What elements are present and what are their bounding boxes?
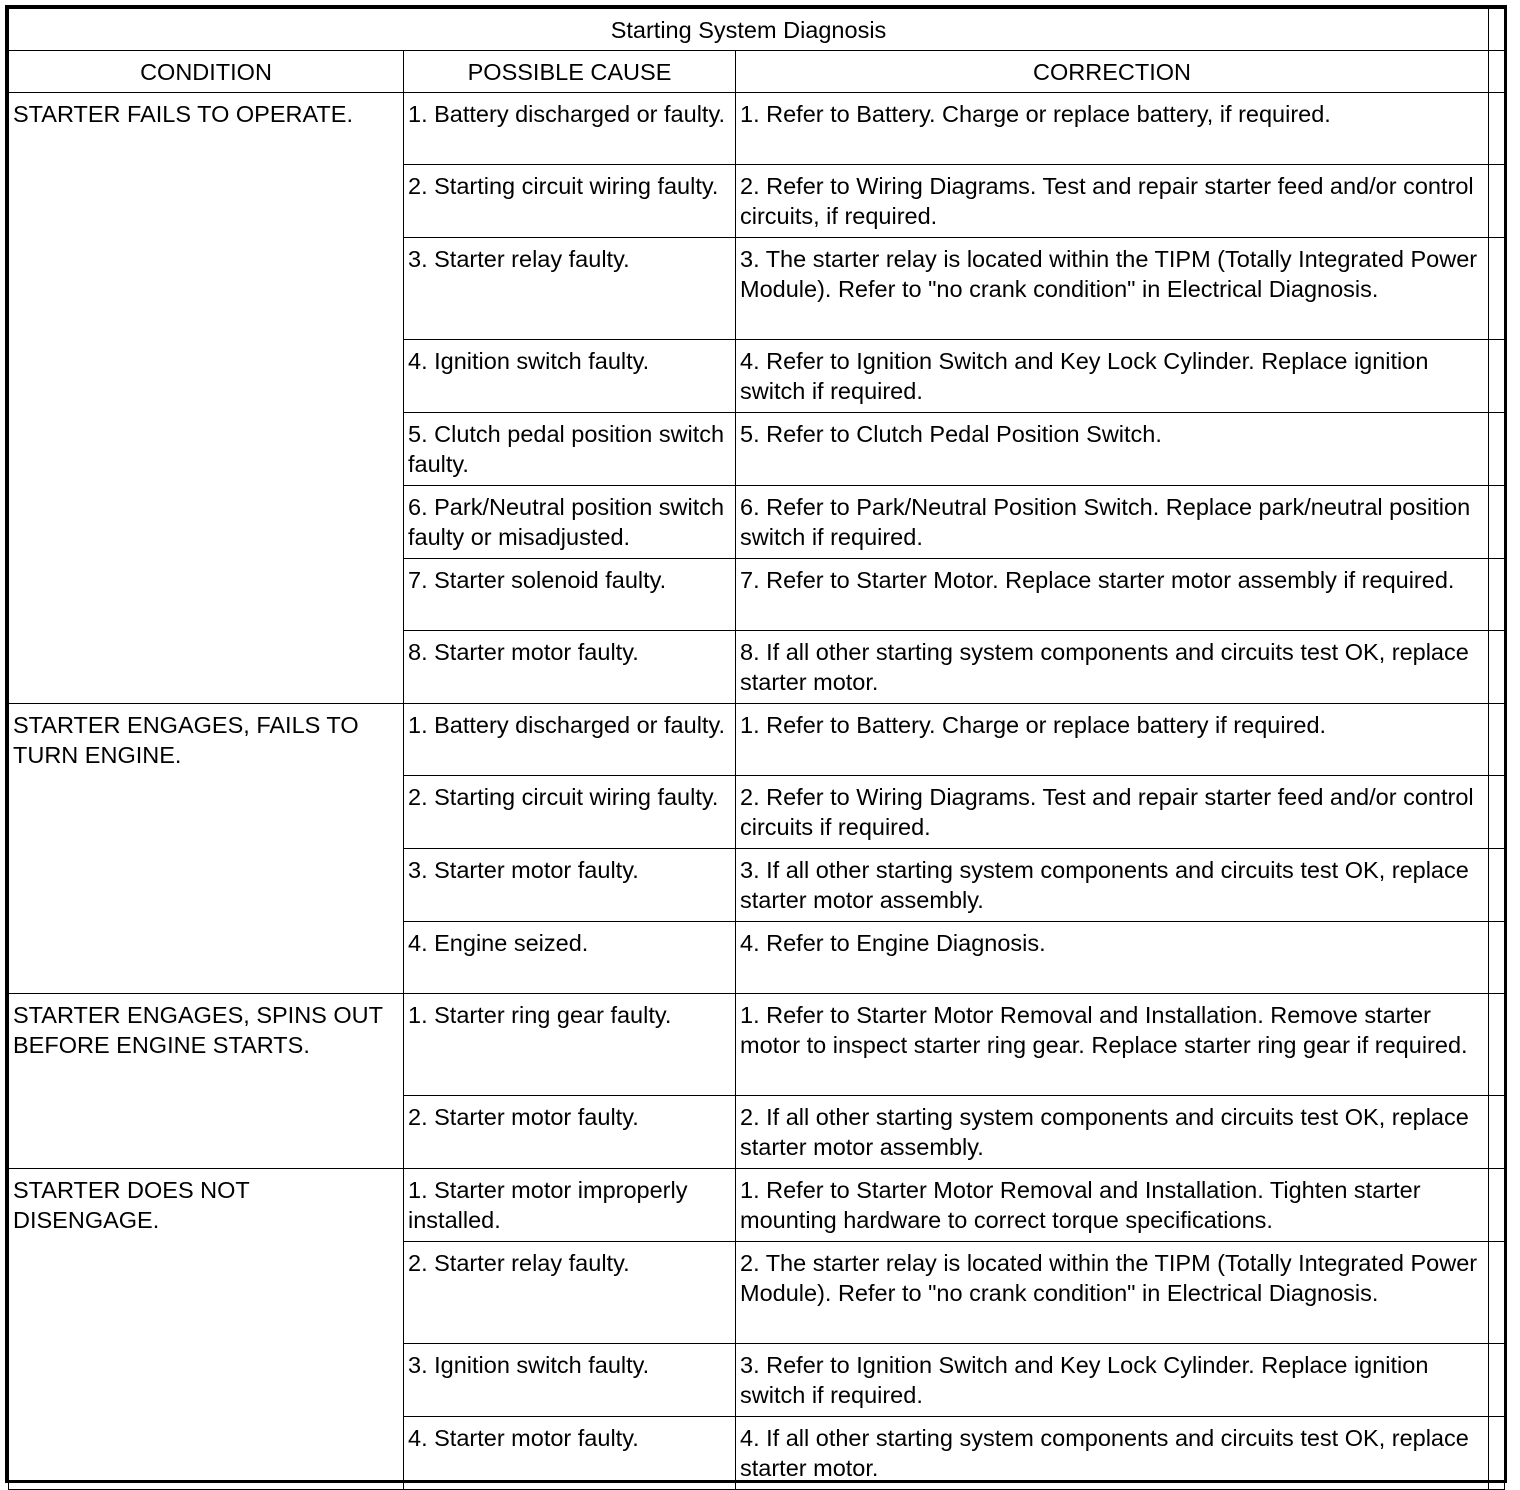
right-strip-cell — [1489, 93, 1505, 165]
correction-cell: 1. Refer to Starter Motor Removal and Installation. Remove starter motor to inspect starter ring gear. Replace starter ring gear if required. — [736, 994, 1489, 1096]
table-row — [9, 93, 1505, 165]
cause-cell: 3. Starter relay faulty. — [404, 238, 736, 340]
condition-cell: STARTER DOES NOT DISENGAGE. — [9, 1169, 404, 1490]
cause-cell: 1. Starter motor improperly installed. — [404, 1169, 736, 1242]
right-strip-cell — [1489, 559, 1505, 631]
cause-cell: 2. Starter relay faulty. — [404, 1242, 736, 1344]
cause-cell: 1. Starter ring gear faulty. — [404, 994, 736, 1096]
correction-cell: 7. Refer to Starter Motor. Replace starter motor assembly if required. — [736, 559, 1489, 631]
right-strip-cell — [1489, 9, 1505, 51]
right-strip-cell — [1489, 1242, 1505, 1344]
cause-cell: 3. Starter motor faulty. — [404, 849, 736, 922]
correction-cell: 3. Refer to Ignition Switch and Key Lock Cylinder. Replace ignition switch if required. — [736, 1344, 1489, 1417]
right-strip-cell — [1489, 486, 1505, 559]
header-condition: CONDITION — [9, 51, 404, 93]
diagnosis-table — [8, 8, 1505, 1490]
condition-cell: STARTER ENGAGES, FAILS TO TURN ENGINE. — [9, 704, 404, 994]
condition-cell: STARTER ENGAGES, SPINS OUT BEFORE ENGINE STARTS. — [9, 994, 404, 1169]
correction-cell: 2. If all other starting system components and circuits test OK, replace starter motor assembly. — [736, 1096, 1489, 1169]
header-possible-cause: POSSIBLE CAUSE — [404, 51, 736, 93]
cause-cell: 1. Battery discharged or faulty. — [404, 93, 736, 165]
condition-cell: STARTER FAILS TO OPERATE. — [9, 93, 404, 704]
cause-cell: 1. Battery discharged or faulty. — [404, 704, 736, 776]
cause-cell: 3. Ignition switch faulty. — [404, 1344, 736, 1417]
table-row — [9, 1169, 1505, 1242]
cause-cell: 7. Starter solenoid faulty. — [404, 559, 736, 631]
right-strip-cell — [1489, 922, 1505, 994]
right-strip-cell — [1489, 1096, 1505, 1169]
correction-cell: 2. Refer to Wiring Diagrams. Test and repair starter feed and/or control circuits if required. — [736, 776, 1489, 849]
correction-cell: 1. Refer to Battery. Charge or replace battery, if required. — [736, 93, 1489, 165]
correction-cell: 2. The starter relay is located within the TIPM (Totally Integrated Power Module). Refer to "no crank condition" in Electrical Diagnosis. — [736, 1242, 1489, 1344]
table-row — [9, 994, 1505, 1096]
correction-cell: 1. Refer to Battery. Charge or replace battery if required. — [736, 704, 1489, 776]
correction-cell: 2. Refer to Wiring Diagrams. Test and repair starter feed and/or control circuits, if required. — [736, 165, 1489, 238]
cause-cell: 4. Engine seized. — [404, 922, 736, 994]
table-row — [9, 704, 1505, 776]
right-strip-cell — [1489, 1417, 1505, 1490]
cause-cell: 2. Starting circuit wiring faulty. — [404, 776, 736, 849]
right-strip-cell — [1489, 1169, 1505, 1242]
right-strip-cell — [1489, 849, 1505, 922]
correction-cell: 3. The starter relay is located within the TIPM (Totally Integrated Power Module). Refer to "no crank condition" in Electrical Diagnosis. — [736, 238, 1489, 340]
correction-cell: 8. If all other starting system components and circuits test OK, replace starter motor. — [736, 631, 1489, 704]
cause-cell: 6. Park/Neutral position switch faulty or misadjusted. — [404, 486, 736, 559]
right-strip-cell — [1489, 165, 1505, 238]
right-strip-cell — [1489, 1344, 1505, 1417]
correction-cell: 6. Refer to Park/Neutral Position Switch. Replace park/neutral position switch if required. — [736, 486, 1489, 559]
diagnosis-body — [9, 93, 1505, 1490]
cause-cell: 2. Starting circuit wiring faulty. — [404, 165, 736, 238]
right-strip-cell — [1489, 994, 1505, 1096]
right-strip-cell — [1489, 340, 1505, 413]
cause-cell: 2. Starter motor faulty. — [404, 1096, 736, 1169]
cause-cell: 8. Starter motor faulty. — [404, 631, 736, 704]
cause-cell: 4. Ignition switch faulty. — [404, 340, 736, 413]
header-correction: CORRECTION — [736, 51, 1489, 93]
correction-cell: 5. Refer to Clutch Pedal Position Switch. — [736, 413, 1489, 486]
correction-cell: 3. If all other starting system components and circuits test OK, replace starter motor assembly. — [736, 849, 1489, 922]
table-title: Starting System Diagnosis — [9, 9, 1489, 51]
correction-cell: 1. Refer to Starter Motor Removal and Installation. Tighten starter mounting hardware to correct torque specifications. — [736, 1169, 1489, 1242]
right-strip-cell — [1489, 238, 1505, 340]
correction-cell: 4. Refer to Ignition Switch and Key Lock Cylinder. Replace ignition switch if required. — [736, 340, 1489, 413]
right-strip-cell — [1489, 51, 1505, 93]
correction-cell: 4. If all other starting system components and circuits test OK, replace starter motor. — [736, 1417, 1489, 1490]
right-strip-cell — [1489, 413, 1505, 486]
right-strip-cell — [1489, 631, 1505, 704]
cause-cell: 4. Starter motor faulty. — [404, 1417, 736, 1490]
cause-cell: 5. Clutch pedal position switch faulty. — [404, 413, 736, 486]
right-strip-cell — [1489, 776, 1505, 849]
right-strip-cell — [1489, 704, 1505, 776]
correction-cell: 4. Refer to Engine Diagnosis. — [736, 922, 1489, 994]
